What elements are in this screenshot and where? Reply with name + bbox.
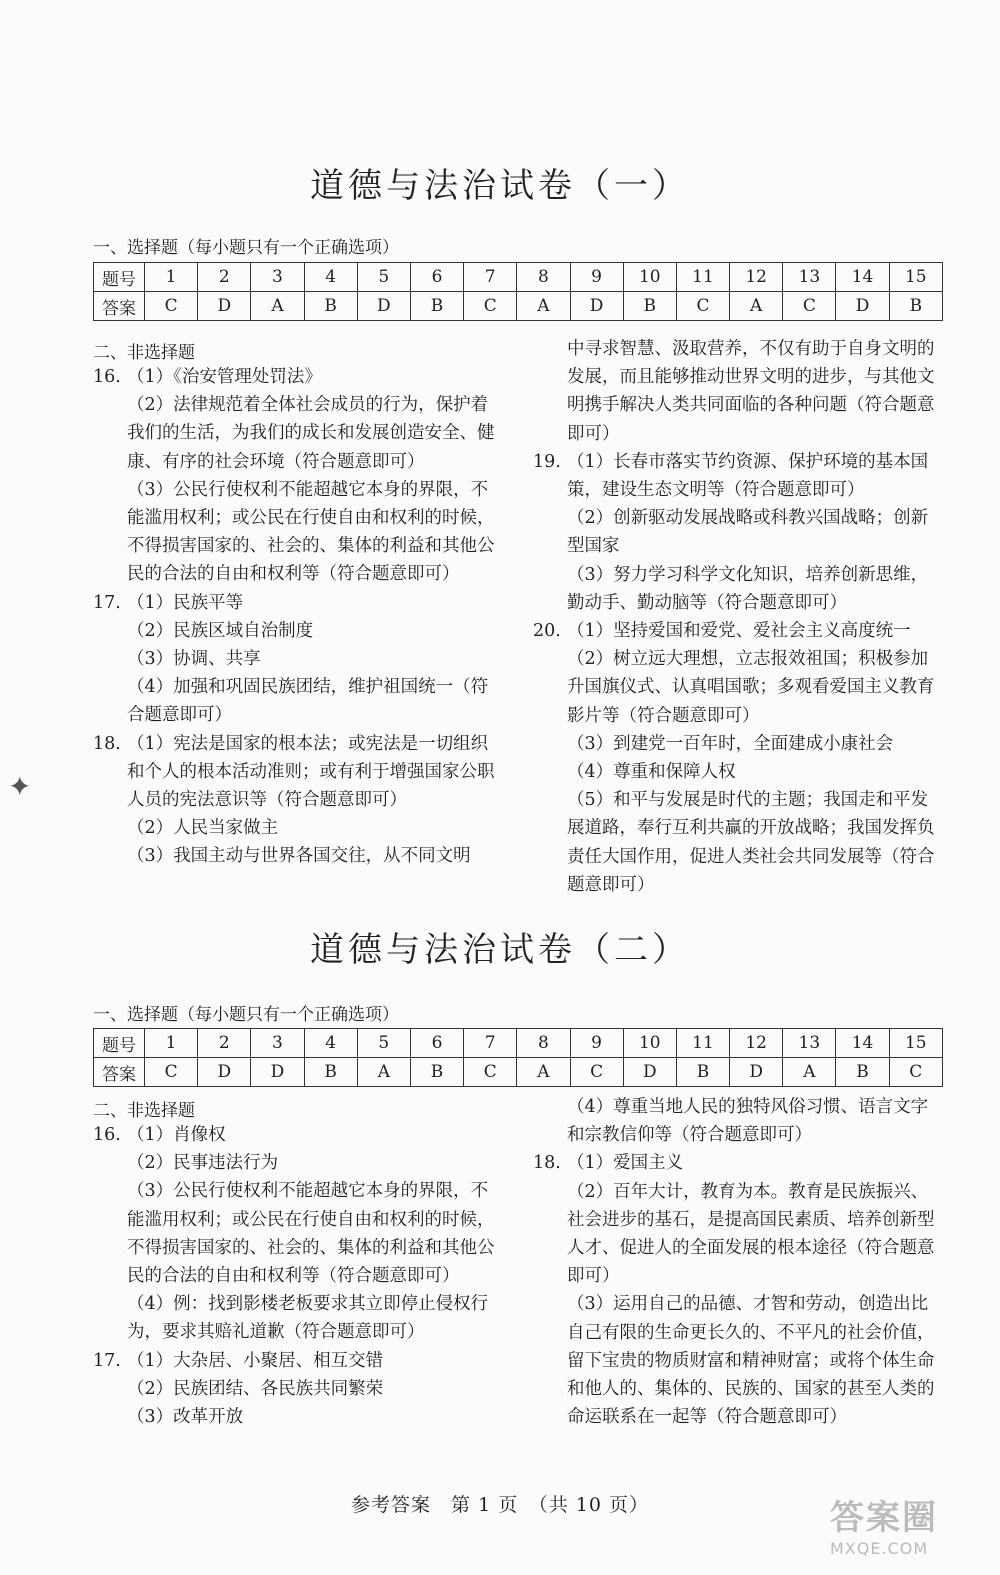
question-number-cell: 13: [783, 1029, 836, 1058]
sub-answer-text: （3）到建党一百年时，全面建成小康社会: [567, 733, 894, 754]
answer-cell: A: [783, 1058, 836, 1087]
watermark-logo: [830, 1490, 980, 1565]
answer-header-cell: 答案: [94, 1058, 145, 1087]
question-number-cell: 7: [464, 1029, 517, 1058]
question-number: 17.: [93, 1350, 121, 1371]
number-header-cell: 题号: [94, 1029, 145, 1058]
answer-cell: C: [570, 1058, 623, 1087]
sub-answer-text: （3）改革开放: [127, 1407, 244, 1428]
sub-answer-text: （3）协调、共享: [127, 649, 261, 670]
sub-answer-text: （2）树立远大理想，立志报效祖国；积极参加升国旗仪式、认真唱国歌；多观看爱国主义教育影片等（符合题意即可）: [567, 649, 935, 726]
sub-answer-text: （4）例：找到影楼老板要求其立即停止侵权行为，要求其赔礼道歉（符合题意即可）: [127, 1294, 489, 1343]
question-item: [93, 1347, 505, 1375]
question-number-cell: 11: [676, 263, 729, 292]
answer-cell: B: [676, 1058, 729, 1087]
answer-cell: C: [464, 1058, 517, 1087]
question-number-cell: 10: [623, 1029, 676, 1058]
sub-answer-text: （3）公民行使权利不能超越它本身的界限，不能滥用权利；或公民在行使自由和权利的时候，不得损害国家的、社会的、集体的利益和其他公民的合法的自由和权利等（符合题意即可）: [127, 1181, 495, 1287]
answer-cell: B: [304, 1058, 357, 1087]
question-item: [533, 448, 945, 504]
question-number-cell: 11: [676, 1029, 729, 1058]
question-item: [93, 589, 505, 617]
sub-answer-text: （4）尊重和保障人权: [567, 762, 736, 783]
sub-answer-text: （3）公民行使权利不能超越它本身的界限，不能滥用权利；或公民在行使自由和权利的时候，不得损害国家的、社会的、集体的利益和其他公民的合法的自由和权利等（符合题意即可）: [127, 479, 495, 585]
question-number-cell: 15: [889, 1029, 942, 1058]
watermark-text: 答案圈: [830, 1498, 938, 1538]
question-number-cell: 4: [304, 263, 357, 292]
answer-cell: B: [623, 292, 676, 321]
sub-answer-text: （3）努力学习科学文化知识，培养创新思维，勤动手、勤动脑等（符合题意即可）: [567, 564, 929, 613]
exam1-answer-row: [94, 292, 943, 321]
sub-answer-text: （2）创新驱动发展战略或科教兴国战略；创新型国家: [567, 508, 929, 557]
question-number-cell: 2: [198, 1029, 251, 1058]
question-number: 18.: [533, 1153, 561, 1174]
question-number: 20.: [533, 621, 561, 642]
sub-answer-text: （3）运用自己的品德、才智和劳动，创造出比自己有限的生命更长久的、不平凡的社会价值，留下宝贵的物质财富和精神财富；或将个体生命和他人的、集体的、民族的、国家的甚至人类的命运联系在一起等（符合题意即可）: [567, 1294, 935, 1428]
answer-cell: C: [676, 292, 729, 321]
answer-cell: B: [410, 1058, 463, 1087]
exam1-section2-label: 二、非选择题: [93, 343, 195, 363]
question-number-cell: 12: [730, 263, 783, 292]
answer-cell: D: [198, 1058, 251, 1087]
question-number: 18.: [93, 733, 121, 754]
sub-answer-text: （3）我国主动与世界各国交往，从不同文明: [127, 846, 471, 867]
exam1-left-column: [93, 363, 505, 871]
page-footer: 参考答案 第 1 页 （共 10 页）: [351, 1494, 649, 1516]
sub-answer-text: （2）民族团结、各民族共同繁荣: [127, 1378, 384, 1399]
sub-answer-text: （2）民事违法行为: [127, 1153, 279, 1174]
sub-answer-text: （5）和平与发展是时代的主题；我国走和平发展道路，奉行互利共赢的开放战略；我国发挥负责任大国作用，促进人类社会共同发展等（符合题意即可）: [567, 790, 935, 895]
answer-cell: C: [889, 1058, 942, 1087]
answer-cell: D: [570, 292, 623, 321]
question-number-cell: 10: [623, 263, 676, 292]
exam1-answer-table: [93, 262, 943, 321]
question-number-cell: 13: [783, 263, 836, 292]
sub-answer-text: （2）民族区域自治制度: [127, 620, 314, 641]
answer-cell: B: [889, 292, 942, 321]
question-number: 16.: [93, 367, 121, 387]
answer-cell: A: [251, 292, 304, 321]
question-number-cell: 8: [517, 1029, 570, 1058]
question-number-cell: 7: [464, 263, 517, 292]
sub-answer-text: （2）法律规范着全体社会成员的行为，保护着我们的生活，为我们的成长和发展创造安全、健康、有序的社会环境（符合题意即可）: [127, 395, 495, 472]
sub-answer-text: （2）百年大计，教育为本。教育是民族振兴、社会进步的基石，是提高国民素质、培养创新型人才、促进人的全面发展的根本途径（符合题意即可）: [567, 1181, 935, 1287]
question-number-cell: 14: [836, 263, 889, 292]
exam2-answer-row: [94, 1058, 943, 1087]
question-item: [533, 617, 945, 645]
exam2-left-column: [93, 1121, 505, 1431]
answer-text: （1）《治安管理处罚法》: [127, 367, 322, 387]
question-number-cell: 8: [517, 263, 570, 292]
question-item: [93, 730, 505, 815]
exam2-section2-label: 二、非选择题: [93, 1101, 195, 1121]
answer-text: （1）长春市落实节约资源、保护环境的基本国策，建设生态文明等（符合题意即可）: [567, 451, 929, 501]
answer-cell: D: [836, 292, 889, 321]
question-number-cell: 5: [357, 263, 410, 292]
answer-cell: A: [517, 1058, 570, 1087]
question-number-cell: 9: [570, 263, 623, 292]
answer-cell: D: [251, 1058, 304, 1087]
answer-header-cell: 答案: [94, 292, 145, 321]
exam2-right-column: [533, 1093, 945, 1431]
sub-answer-text: （4）加强和巩固民族团结，维护祖国统一（符合题意即可）: [127, 677, 489, 726]
question-number-cell: 12: [730, 1029, 783, 1058]
answer-cell: D: [357, 292, 410, 321]
question-number-cell: 1: [145, 1029, 198, 1058]
answer-cell: D: [198, 292, 251, 321]
answer-text: （1）大杂居、小聚居、相互交错: [127, 1350, 384, 1371]
answer-text: （1）民族平等: [127, 592, 244, 613]
exam1-section1-label: 一、选择题（每小题只有一个正确选项）: [93, 238, 399, 258]
question-number-cell: 6: [410, 1029, 463, 1058]
answer-text: （1）肖像权: [127, 1125, 226, 1145]
question-number: 16.: [93, 1125, 121, 1145]
answer-cell: C: [145, 292, 198, 321]
sub-answer-text: （2）人民当家做主: [127, 818, 279, 839]
answer-text: （1）爱国主义: [567, 1153, 684, 1174]
star-icon: ✦: [8, 770, 32, 803]
question-number-cell: 6: [410, 263, 463, 292]
answer-text: （1）宪法是国家的根本法；或宪法是一切组织和个人的根本活动准则；或有利于增强国家公职人员的宪法意识等（符合题意即可）: [127, 733, 495, 811]
answer-text: （1）坚持爱国和爱党、爱社会主义高度统一: [567, 621, 911, 642]
question-number-cell: 3: [251, 263, 304, 292]
exam1-right-column: [533, 335, 945, 899]
question-number-cell: 15: [889, 263, 942, 292]
answer-cell: C: [464, 292, 517, 321]
sub-answer-text: 中寻求智慧、汲取营养，不仅有助于自身文明的发展，而且能够推动世界文明的进步，与其他文明携手解决人类共同面临的各种问题（符合题意即可）: [567, 339, 935, 444]
question-number: 17.: [93, 592, 121, 613]
question-number-cell: 3: [251, 1029, 304, 1058]
answer-cell: D: [623, 1058, 676, 1087]
answer-cell: B: [304, 292, 357, 321]
question-number-cell: 5: [357, 1029, 410, 1058]
exam2-title: 道德与法治试卷（二）: [310, 930, 690, 970]
answer-cell: D: [730, 1058, 783, 1087]
exam2-number-row: [94, 1029, 943, 1058]
question-number-cell: 14: [836, 1029, 889, 1058]
question-number-cell: 1: [145, 263, 198, 292]
question-number-cell: 9: [570, 1029, 623, 1058]
answer-cell: B: [836, 1058, 889, 1087]
answer-cell: A: [730, 292, 783, 321]
exam1-number-row: [94, 263, 943, 292]
answer-cell: A: [517, 292, 570, 321]
answer-cell: A: [357, 1058, 410, 1087]
exam1-title: 道德与法治试卷（一）: [310, 166, 690, 206]
number-header-cell: 题号: [94, 263, 145, 292]
question-number-cell: 2: [198, 263, 251, 292]
exam2-answer-table: [93, 1028, 943, 1087]
question-item: [533, 1149, 945, 1177]
question-item: [93, 1121, 505, 1149]
answer-cell: B: [410, 292, 463, 321]
question-item: [93, 363, 505, 391]
answer-cell: C: [783, 292, 836, 321]
answer-cell: C: [145, 1058, 198, 1087]
watermark-url: MXQE.COM: [830, 1539, 929, 1558]
question-number: 19.: [533, 451, 561, 472]
exam2-section1-label: 一、选择题（每小题只有一个正确选项）: [93, 1005, 399, 1025]
question-number-cell: 4: [304, 1029, 357, 1058]
sub-answer-text: （4）尊重当地人民的独特风俗习惯、语言文字和宗教信仰等（符合题意即可）: [567, 1097, 929, 1146]
